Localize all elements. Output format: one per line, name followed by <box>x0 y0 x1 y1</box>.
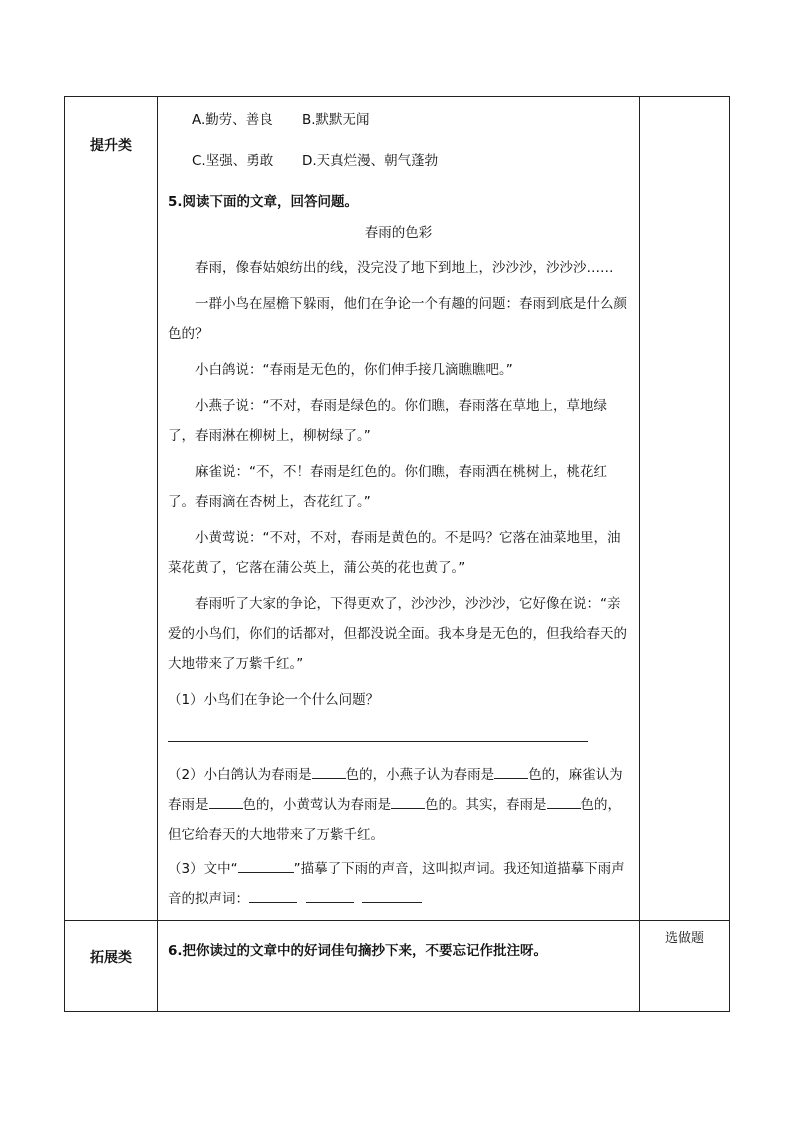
category-cell: 提升类 <box>65 97 158 921</box>
fill-blank[interactable] <box>238 856 294 873</box>
article-paragraph: 小燕子说：“不对，春雨是绿色的。你们瞧，春雨落在草地上，草地绿了，春雨淋在柳树上，柳树绿了。” <box>168 398 607 444</box>
sub2-text: 色的，小燕子认为春雨是 <box>345 767 495 783</box>
category-cell: 拓展类 <box>65 921 158 1012</box>
worksheet-table <box>64 96 730 1012</box>
sub3-text: ”描摹了下雨的声音，这叫拟声词。我还知道描摹下雨声音的拟声词： <box>168 861 625 907</box>
article-paragraph: 小黄莺说：“不对，不对，春雨是黄色的。不是吗？它落在油菜地里，油菜花黄了，它落在蒲公英上，蒲公英的花也黄了。” <box>168 530 621 576</box>
option-a: A.勤劳、善良 <box>192 112 273 128</box>
fill-blank[interactable] <box>312 762 346 779</box>
content-cell <box>158 97 640 921</box>
article-title: 春雨的色彩 <box>364 225 433 241</box>
fill-blank[interactable] <box>547 792 581 809</box>
sub2-text: （2）小白鸽认为春雨是 <box>168 767 312 783</box>
sub2-text: 色的，麻雀认为春雨是 <box>168 767 623 813</box>
sub2-text: 色的，但它给春天的大地带来了万紫千红。 <box>168 797 621 843</box>
worksheet <box>64 96 729 1012</box>
question-5: 5.阅读下面的文章，回答问题。 <box>168 194 359 210</box>
option-d: D.天真烂漫、朝气蓬勃 <box>302 153 439 169</box>
options-line <box>168 109 629 132</box>
sub-question-1: （1）小鸟们在争论一个什么问题？ <box>168 692 380 708</box>
option-b: B.默默无闻 <box>302 112 370 128</box>
options-line <box>168 150 629 173</box>
fill-blank[interactable] <box>249 886 297 903</box>
fill-blank[interactable] <box>209 792 243 809</box>
fill-blank[interactable] <box>494 762 528 779</box>
article-paragraph: 小白鸽说：“春雨是无色的，你们伸手接几滴瞧瞧吧。” <box>195 362 513 378</box>
article-paragraph: 一群小鸟在屋檐下躲雨，他们在争论一个有趣的问题：春雨到底是什么颜色的？ <box>168 296 627 342</box>
sub-question-3 <box>168 854 629 914</box>
table-row <box>65 97 730 921</box>
sub3-text: （3）文中“ <box>168 861 238 877</box>
fill-blank[interactable] <box>362 886 422 903</box>
sub-question-2 <box>168 760 629 850</box>
answer-line[interactable] <box>168 715 588 742</box>
article-paragraph: 麻雀说：“不，不！春雨是红色的。你们瞧，春雨洒在桃树上，桃花红了。春雨滴在杏树上，杏花红了。” <box>168 464 607 510</box>
table-row <box>65 921 730 1012</box>
optional-note: 选做题 <box>640 921 730 1012</box>
fill-blank[interactable] <box>391 792 425 809</box>
fill-blank[interactable] <box>306 886 354 903</box>
sub2-text: 色的。其实，春雨是 <box>425 797 547 813</box>
sub2-text: 色的，小黄莺认为春雨是 <box>242 797 391 813</box>
option-c: C.坚强、勇敢 <box>192 153 274 169</box>
question-6: 6.把你读过的文章中的好词佳句摘抄下来，不要忘记作批注呀。 <box>158 921 640 1012</box>
article-paragraph: 春雨，像春姑娘纺出的线，没完没了地下到地上，沙沙沙，沙沙沙…… <box>195 260 614 276</box>
article-paragraph: 春雨听了大家的争论，下得更欢了，沙沙沙，沙沙沙，它好像在说：“亲爱的小鸟们，你们的话都对，但都没说全面。我本身是无色的，但我给春天的大地带来了万紫千红。” <box>168 596 627 672</box>
notes-cell <box>640 97 730 921</box>
